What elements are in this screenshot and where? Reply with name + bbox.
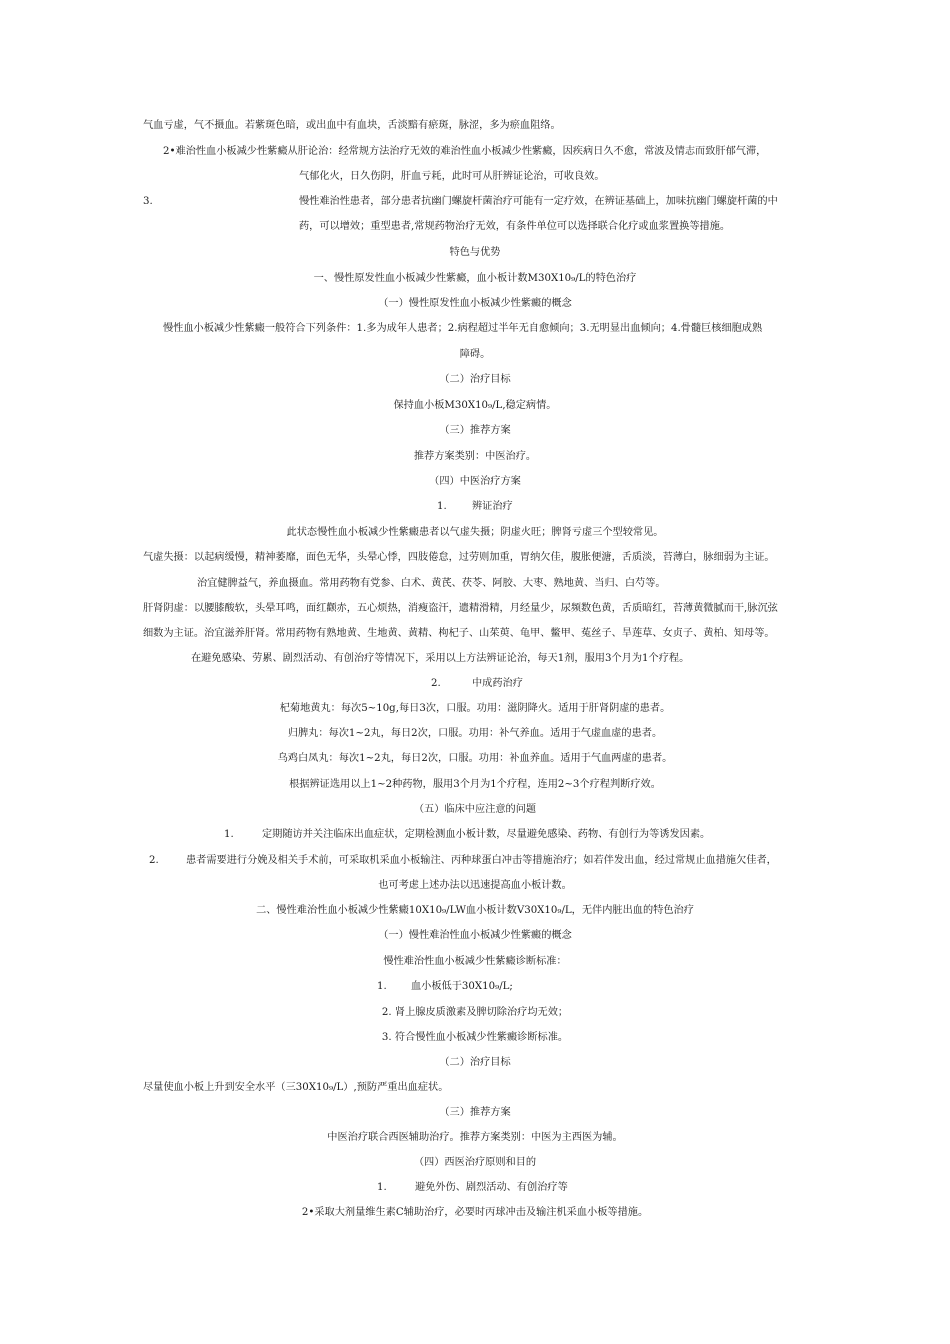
text-line: 肝肾阴虚：以腰膝酸软，头晕耳鸣，面红颧赤，五心烦热，消瘦盗汗，遗精滑精，月经量少，尿频数色黄，舌质暗红，苔薄黄微腻而干,脉沉弦: [143, 603, 778, 614]
list-item: 辨证治疗: [472, 501, 513, 512]
text-line: 慢性难治性患者，部分患者抗幽门螺旋杆菌治疗可能有一定疗效，在辨证基础上，加味抗幽门螺旋杆菌的中: [299, 196, 778, 207]
text-line: 乌鸡白凤丸：每次1~2丸，每日2次，口服。功用：补血养血。适用于气血两虚的患者。: [277, 753, 673, 764]
text-line: 杞菊地黄丸：每次5~10g,每日3次，口服。功用：滋阴降火。适用于肝肾阴虚的患者。: [279, 703, 671, 714]
list-item: 2. 肾上腺皮质激素及脾切除治疗均无效；: [381, 1007, 569, 1018]
list-number: 1.: [377, 981, 387, 992]
list-item: 定期随访并关注临床出血症状，定期检测血小板计数，尽量避免感染、药物、有创行为等诱发因素。: [262, 829, 711, 840]
section-heading: 一、慢性原发性血小板减少性紫癜，血小板计数M30X10₉/L的特色治疗: [313, 273, 637, 284]
text-line: 气郁化火，日久伤阴，肝血亏耗，此时可从肝辨证论治，可收良效。: [299, 171, 605, 182]
text-line: 慢性血小板减少性紫癜一般符合下列条件：1.多为成年人患者；2.病程超过半年无自愈倾向；3.无明显出血倾向；4.骨髓巨核细胞成熟: [163, 323, 763, 334]
list-number: 2.: [149, 855, 159, 866]
subsection-heading: （四）西医治疗原则和目的: [413, 1157, 537, 1168]
list-number: 1.: [437, 501, 447, 512]
subsection-heading: （三）推荐方案: [439, 1107, 511, 1118]
list-item: 避免外伤、剧烈活动、有创治疗等: [415, 1182, 568, 1193]
text-line: 药，可以增效；重型患者,常规药物治疗无效，有条件单位可以选择联合化疗或血浆置换等措施。: [299, 221, 731, 232]
text-line: 归脾丸：每次1~2丸，每日2次，口服。功用：补气养血。适用于气虚血虚的患者。: [287, 728, 663, 739]
text-line: 慢性难治性血小板减少性紫癜诊断标准：: [383, 956, 567, 967]
list-item: 血小板低于30X10₉/L;: [411, 981, 513, 992]
subsection-heading: （五）临床中应注意的问题: [413, 804, 537, 815]
text-line: 尽量使血小板上升到安全水平（三30X10₉/L）,预防严重出血症状。: [143, 1082, 449, 1093]
section-heading: 特色与优势: [449, 247, 501, 258]
text-line: 根据辨证选用以上1~2种药物，服用3个月为1个疗程，连用2~3个疗程判断疗效。: [289, 779, 661, 790]
list-item: 中成药治疗: [472, 678, 523, 689]
subsection-heading: （二）治疗目标: [439, 374, 511, 385]
text-line: 在避免感染、劳累、剧烈活动、有创治疗等情况下，采用以上方法辨证论治，每天1剂，服用3个月为1个疗程。: [191, 653, 690, 664]
section-heading: 二、慢性难治性血小板减少性紫癜10X10₉/LW血小板计数V30X10₉/L，无伴内脏出血的特色治疗: [256, 905, 694, 916]
text-line: 气血亏虚，气不摄血。若紫斑色暗，或出血中有血块，舌淡黯有瘀斑，脉涩，多为瘀血阻络。: [143, 120, 561, 131]
text-line: 治宜健脾益气，养血摄血。常用药物有党参、白术、黄芪、茯苓、阿胶、大枣、熟地黄、当归、白芍等。: [197, 578, 666, 589]
subsection-heading: （二）治疗目标: [439, 1057, 511, 1068]
subsection-heading: （一）慢性难治性血小板减少性紫癜的概念: [378, 930, 572, 941]
text-line: 气虚失摄：以起病缓慢，精神萎靡，面色无华，头晕心悸，四肢倦怠，过劳则加重，胃纳欠佳，腹胀便溏，舌质淡，苔薄白，脉细弱为主证。: [143, 552, 775, 563]
text-line: 障碍。: [459, 349, 491, 360]
subsection-heading: （一）慢性原发性血小板减少性紫癜的概念: [378, 298, 572, 309]
text-line: 此状态慢性血小板减少性紫癜患者以气虚失摄；阴虚火旺；脾肾亏虚三个型较常见。: [286, 527, 664, 538]
list-number: 1.: [224, 829, 234, 840]
list-number: 1.: [377, 1182, 387, 1193]
list-number: 3.: [143, 196, 153, 207]
list-number: 2.: [431, 678, 441, 689]
text-line: 中医治疗联合西医辅助治疗。推荐方案类别：中医为主西医为辅。: [327, 1132, 623, 1143]
subsection-heading: （三）推荐方案: [439, 425, 511, 436]
list-item: 3. 符合慢性血小板减少性紫癜诊断标准。: [381, 1032, 569, 1043]
text-line: 细数为主证。治宜滋养肝肾。常用药物有熟地黄、生地黄、黄精、枸杞子、山茱萸、龟甲、鳖甲、菟丝子、旱莲草、女贞子、黄柏、知母等。: [143, 628, 775, 639]
text-line: 保持血小板M30X10₉/L,稳定病情。: [393, 400, 557, 411]
text-line: 推荐方案类别：中医治疗。: [413, 451, 537, 462]
subsection-heading: （四）中医治疗方案: [429, 476, 521, 487]
text-line: 2•难治性血小板减少性紫癜从肝论治：经常规方法治疗无效的难治性血小板减少性紫癜，因疾病日久不愈，常波及情志而致肝郁气滞，: [163, 146, 767, 157]
text-line: 也可考虑上述办法以迅速提高血小板计数。: [378, 880, 572, 891]
list-item: 患者需要进行分娩及相关手术前，可采取机采血小板输注、丙种球蛋白冲击等措施治疗；如若伴发出血，经过常规止血措施欠佳者，: [186, 855, 777, 866]
list-item: 2•采取大剂量维生素C辅助治疗，必要时丙球冲击及输注机采血小板等措施。: [301, 1207, 649, 1218]
